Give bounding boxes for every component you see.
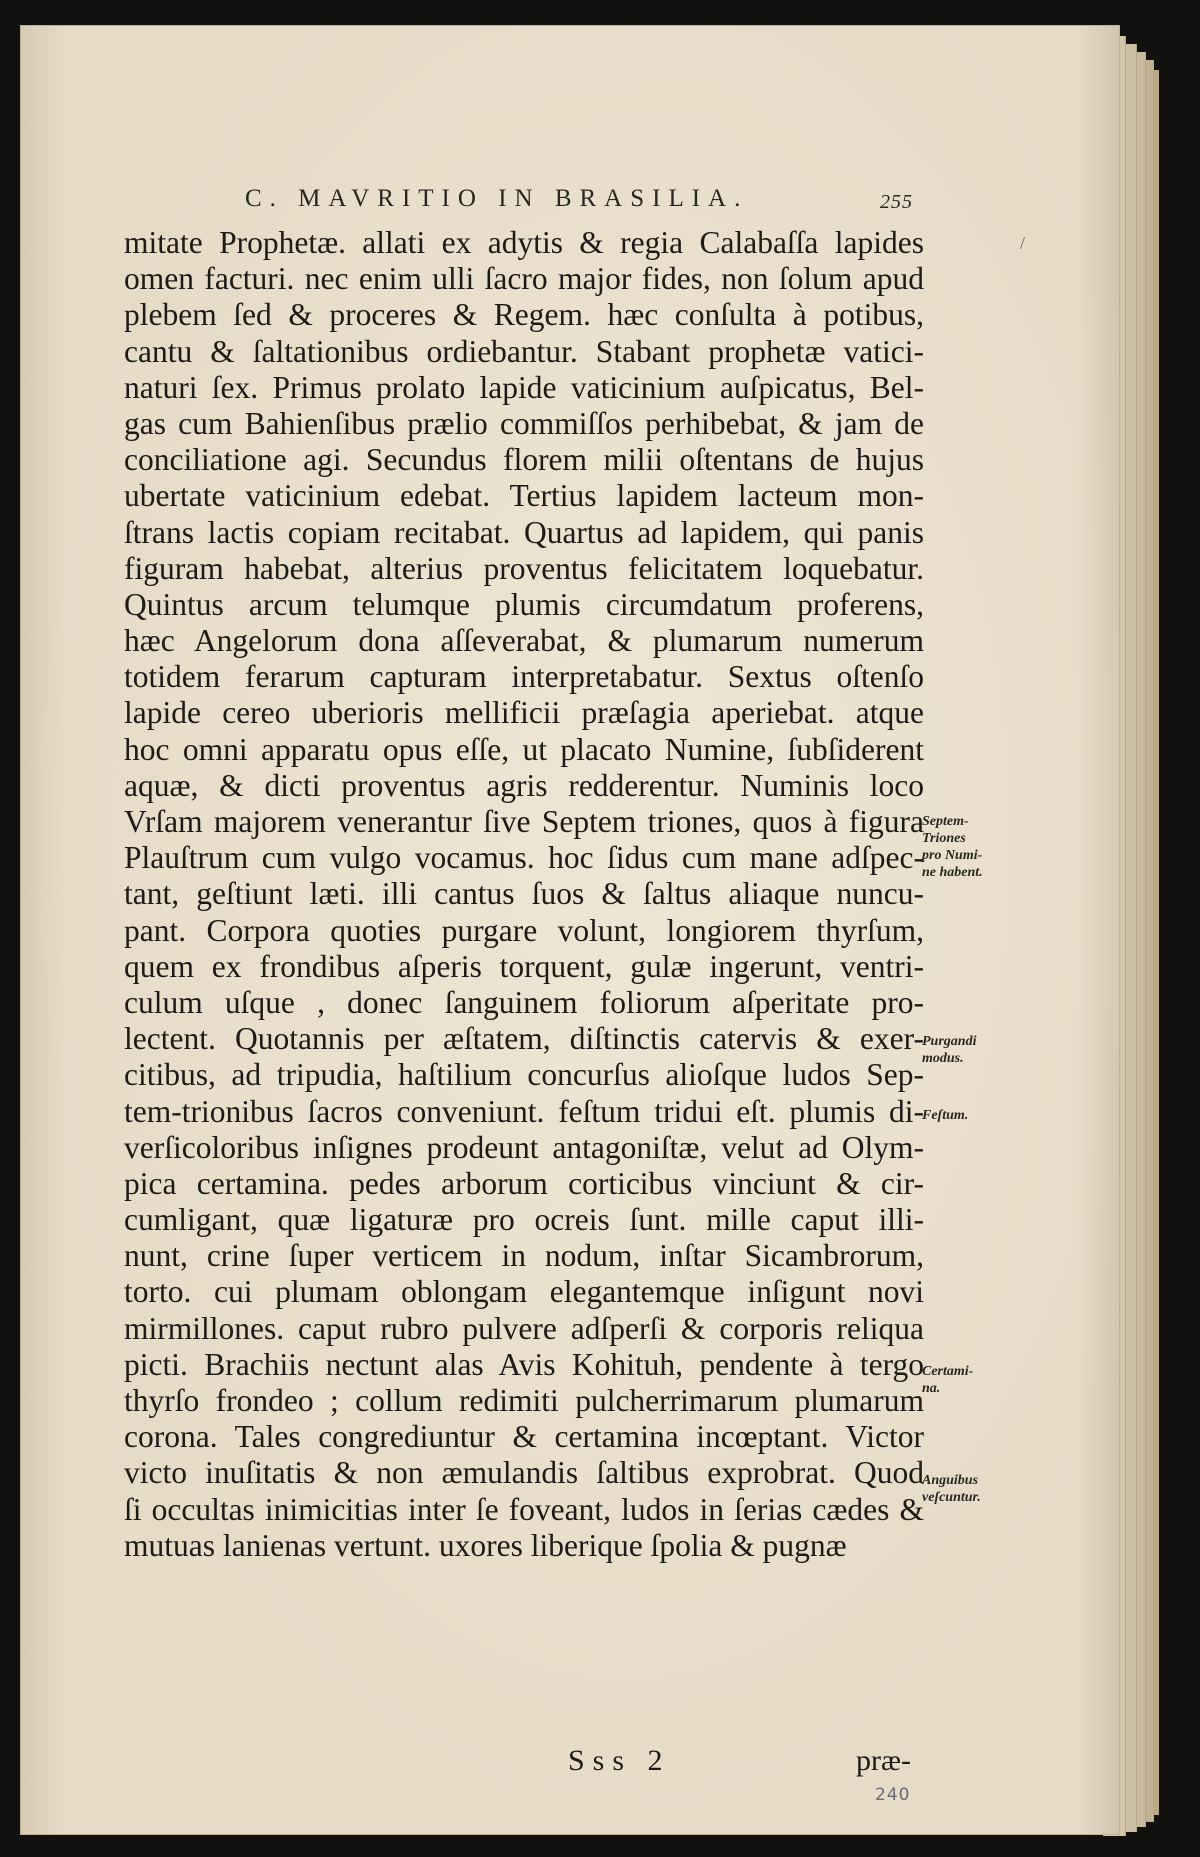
marginal-note-festum <box>922 1107 1022 1124</box>
marginal-line: Certami- <box>922 1364 974 1379</box>
marginal-line: Septem- <box>922 814 969 829</box>
stray-mark: / <box>1020 233 1026 253</box>
text-line: picti. Brachiis nectunt alas Avis Kohituh, pendente à tergo <box>124 1346 924 1382</box>
text-line: gas cum Bahienſibus prælio commiſſos perhibebat, & jam de <box>124 405 924 441</box>
text-line: mutuas lanienas vertunt. uxores liberique ſpolia & pugnæ <box>124 1527 847 1563</box>
text-line: thyrſo frondeo ; collum redimiti pulcherrimarum plumarum <box>124 1383 924 1418</box>
text-line: tant, geſtiunt læti. illi cantus ſuos & ſaltus aliaque nuncu- <box>124 876 924 912</box>
marginal-note-certamina <box>922 1363 1022 1397</box>
marginal-line: Anguibus <box>922 1473 979 1488</box>
text-line: plebem ſed & proceres & Regem. hæc conſulta à potibus, <box>124 297 924 333</box>
book-page <box>20 25 1120 1835</box>
text-line: culum uſque , donec ſanguinem foliorum aſperitate pro- <box>124 984 924 1020</box>
pencil-folio-number: 240 <box>875 1785 911 1805</box>
text-line: lapide cereo uberioris mellificii præſagia aperiebat. atque <box>124 695 924 731</box>
text-line: conciliatione agi. Secundus florem milii oſtentans de hujus <box>124 442 924 478</box>
marginal-line: pro Numi- <box>922 848 983 863</box>
text-line: naturi ſex. Primus prolato lapide vaticinium auſpicatus, Bel- <box>124 369 924 405</box>
text-line: cumligant, quæ ligaturæ pro ocreis ſunt. mille caput illi- <box>124 1202 924 1238</box>
text-line: citibus, ad tripudia, haſtilium concurſus alioſque ludos Sep- <box>124 1057 924 1093</box>
text-line: Vrſam majorem venerantur ſive Septem triones, quos à figura <box>124 804 924 839</box>
text-line: aquæ, & dicti proventus agris redderentur. Numinis loco <box>124 767 924 803</box>
text-line: pica certamina. pedes arborum corticibus vinciunt & cir- <box>124 1165 924 1201</box>
text-line: tem-trionibus ſacros conveniunt. feſtum tridui eſt. plumis di- <box>124 1093 924 1129</box>
text-line: totidem ferarum capturam interpretabatur. Sextus oſtenſo <box>124 659 924 695</box>
text-line: Plauſtrum cum vulgo vocamus. hoc ſidus cum mane adſpec- <box>124 840 924 876</box>
page-number: 255 <box>880 191 913 213</box>
marginal-line: modus. <box>922 1051 964 1066</box>
body-text <box>124 225 924 1564</box>
marginal-line: veſcuntur. <box>922 1490 981 1505</box>
text-line: verſicoloribus inſignes prodeunt antagoniſtæ, velut ad Olym- <box>124 1129 924 1165</box>
marginal-note-septemtriones <box>922 813 1022 881</box>
marginal-line: ne habent. <box>922 865 983 880</box>
signature-mark: Sss 2 <box>568 1744 671 1777</box>
text-line: nunt, crine ſuper verticem in nodum, inſtar Sicambrorum, <box>124 1238 924 1274</box>
marginal-note-anguibus <box>922 1472 1022 1506</box>
text-line: hæc Angelorum dona aſſeverabat, & plumarum numerum <box>124 623 924 659</box>
text-line: figuram habebat, alterius proventus felicitatem loquebatur. <box>124 550 924 586</box>
text-line: corona. Tales congrediuntur & certamina incœptant. Victor <box>124 1419 924 1455</box>
marginal-line: Feſtum. <box>922 1108 969 1123</box>
running-head: C. MAVRITIO IN BRASILIA. <box>245 185 749 212</box>
text-line: ſtrans lactis copiam recitabat. Quartus ad lapidem, qui panis <box>124 514 924 550</box>
text-line: Quintus arcum telumque plumis circumdatum proferens, <box>124 586 924 622</box>
marginal-line: Purgandi <box>922 1034 977 1049</box>
text-line: omen facturi. nec enim ulli ſacro major fides, non ſolum apud <box>124 261 924 297</box>
text-line: ſi occultas inimicitias inter ſe foveant, ludos in ſerias cædes & <box>124 1491 924 1527</box>
text-line: torto. cui plumam oblongam elegantemque inſigunt novi <box>124 1274 924 1310</box>
text-line: mirmillones. caput rubro pulvere adſperſi & corporis reliqua <box>124 1310 924 1346</box>
marginal-line: Triones <box>922 831 966 846</box>
text-line: cantu & ſaltationibus ordiebantur. Stabant prophetæ vatici- <box>124 333 924 369</box>
marginal-note-purgandi <box>922 1033 1022 1067</box>
text-line: ubertate vaticinium edebat. Tertius lapidem lacteum mon- <box>124 478 924 514</box>
text-line: quem ex frondibus aſperis torquent, gulæ ingerunt, ventri- <box>124 948 924 984</box>
catchword: præ- <box>856 1744 911 1777</box>
text-line: victo inuſitatis & non æmulandis ſaltibus exprobrat. Quod <box>124 1455 924 1491</box>
text-line: pant. Corpora quoties purgare volunt, longiorem thyrſum, <box>124 912 924 948</box>
text-line: mitate Prophetæ. allati ex adytis & regia Calabaſſa lapides <box>124 225 924 260</box>
text-line: lectent. Quotannis per æſtatem, diſtinctis catervis & exer- <box>124 1021 924 1057</box>
text-line: hoc omni apparatu opus eſſe, ut placato Numine, ſubſiderent <box>124 731 924 767</box>
marginal-line: na. <box>922 1381 941 1396</box>
